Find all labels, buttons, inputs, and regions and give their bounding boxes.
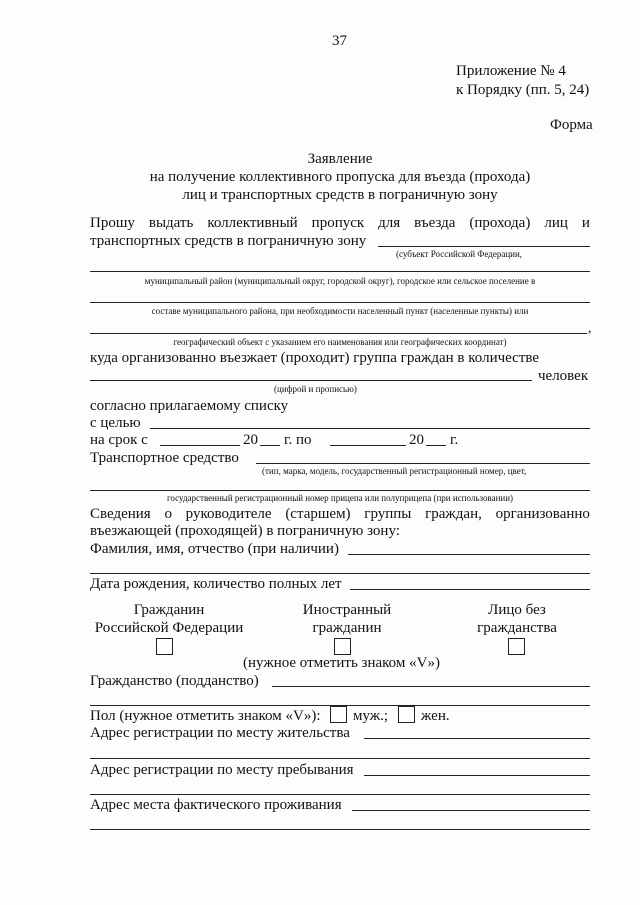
male-label: муж.; (353, 708, 389, 724)
option-rf-line-1: Гражданин (133, 602, 205, 618)
request-word: пропуск (311, 215, 365, 231)
request-word: Прошу (90, 215, 135, 231)
residence-address-label: Адрес регистрации по месту жительства (90, 725, 350, 741)
district-field-line[interactable] (90, 271, 590, 272)
list-label: согласно прилагаемому списку (90, 398, 289, 414)
region-hint: (субъект Российской Федерации, (396, 249, 523, 259)
request-word: коллективный (207, 215, 298, 231)
male-checkbox[interactable] (330, 706, 347, 723)
term-end: г. (450, 432, 459, 448)
title-line-1: Заявление (307, 151, 373, 167)
request-word: лиц (544, 215, 568, 231)
term-from-label: на срок с (90, 432, 148, 448)
term-to-date-line[interactable] (330, 445, 406, 446)
district-hint: муниципальный район (муниципальный округ, городской округ), городское или сельское поселение в (144, 276, 536, 286)
term-year-2-line[interactable] (426, 445, 446, 446)
region-field-line[interactable] (378, 246, 590, 247)
option-foreign-line-1: Иностранный (302, 602, 392, 618)
vehicle-hint-1: (тип, марка, модель, государственный регистрационный номер, цвет, (262, 466, 527, 476)
actual-address-label: Адрес места фактического проживания (90, 797, 342, 813)
female-label: жен. (421, 708, 450, 724)
count-hint: (цифрой и прописью) (274, 384, 357, 394)
form-label: Форма (550, 117, 593, 133)
leader-word: Сведения (90, 506, 151, 522)
settlement-field-line[interactable] (90, 302, 590, 303)
leader-word: граждан, (425, 506, 482, 522)
term-year-2: 20 (409, 432, 424, 448)
count-unit: человек (538, 368, 589, 384)
female-checkbox[interactable] (398, 706, 415, 723)
request-word: и (581, 215, 590, 231)
name-label: Фамилия, имя, отчество (при наличии) (90, 541, 339, 557)
option-rf-line-2: Российской Федерации (94, 620, 244, 636)
name-field-line[interactable] (348, 554, 590, 555)
name-field-line-2[interactable] (90, 573, 590, 574)
request-line-1 (90, 214, 590, 232)
stay-address-line-2[interactable] (90, 794, 590, 795)
leader-word: руководителе (185, 506, 272, 522)
term-from-date-line[interactable] (160, 445, 240, 446)
leader-word: (старшем) (285, 506, 351, 522)
appendix-line-1: Приложение № 4 (456, 63, 566, 79)
vehicle-field-line[interactable] (256, 463, 590, 464)
request-word: выдать (148, 215, 194, 231)
leader-word: группы (364, 506, 412, 522)
group-count-label: куда организованно въезжает (проходит) группа граждан в количестве (90, 350, 540, 366)
count-field-line[interactable] (90, 380, 532, 381)
vehicle-hint-2: государственный регистрационный номер прицепа или полуприцепа (при использовании) (166, 493, 514, 503)
option-foreign-line-2: гражданин (312, 620, 382, 636)
appendix-line-2: к Порядку (пп. 5, 24) (456, 82, 590, 98)
vehicle-label: Транспортное средство (90, 450, 239, 466)
page-number: 37 (332, 33, 347, 49)
foreign-citizen-checkbox[interactable] (334, 638, 351, 655)
citizenship-field-line[interactable] (272, 686, 590, 687)
actual-address-line-2[interactable] (90, 829, 590, 830)
birth-field-line[interactable] (350, 589, 590, 590)
citizenship-label: Гражданство (подданство) (90, 673, 259, 689)
comma: , (588, 321, 592, 336)
request-line-2: транспортных средств в пограничную зону (90, 233, 367, 249)
option-stateless-line-1: Лицо без (488, 602, 546, 618)
request-word: въезда (414, 215, 456, 231)
sex-label: Пол (нужное отметить знаком «V»): (90, 708, 321, 724)
option-stateless-line-2: гражданства (477, 620, 557, 636)
purpose-field-line[interactable] (150, 428, 590, 429)
title-line-2: на получение коллективного пропуска для въезда (прохода) (149, 169, 531, 185)
trailer-field-line[interactable] (90, 490, 590, 491)
leader-word: организованно (495, 506, 590, 522)
request-word: для (378, 215, 401, 231)
title-line-3: лиц и транспортных средств в пограничную зону (182, 187, 498, 203)
purpose-label: с целью (90, 415, 141, 431)
term-year-1-line[interactable] (260, 445, 280, 446)
geo-field-line[interactable] (90, 333, 587, 334)
settlement-hint: составе муниципального района, при необходимости населенный пункт (населенные пункты) или (151, 306, 529, 316)
leader-line-2: въезжающей (проходящей) в пограничную зону: (90, 523, 400, 539)
birth-label: Дата рождения, количество полных лет (90, 576, 342, 592)
request-word: (прохода) (469, 215, 531, 231)
actual-address-line[interactable] (352, 810, 590, 811)
mark-hint: (нужное отметить знаком «V») (243, 655, 440, 671)
leader-line-1 (90, 505, 590, 523)
leader-word: о (164, 506, 172, 522)
term-year-1: 20 (243, 432, 258, 448)
term-to-label: г. по (284, 432, 312, 448)
residence-address-line-2[interactable] (90, 758, 590, 759)
citizen-rf-checkbox[interactable] (156, 638, 173, 655)
residence-address-line[interactable] (364, 738, 590, 739)
stay-address-label: Адрес регистрации по месту пребывания (90, 762, 354, 778)
stateless-checkbox[interactable] (508, 638, 525, 655)
stay-address-line[interactable] (364, 775, 590, 776)
geo-hint: географический объект с указанием его наименования или географических координат) (173, 337, 507, 347)
